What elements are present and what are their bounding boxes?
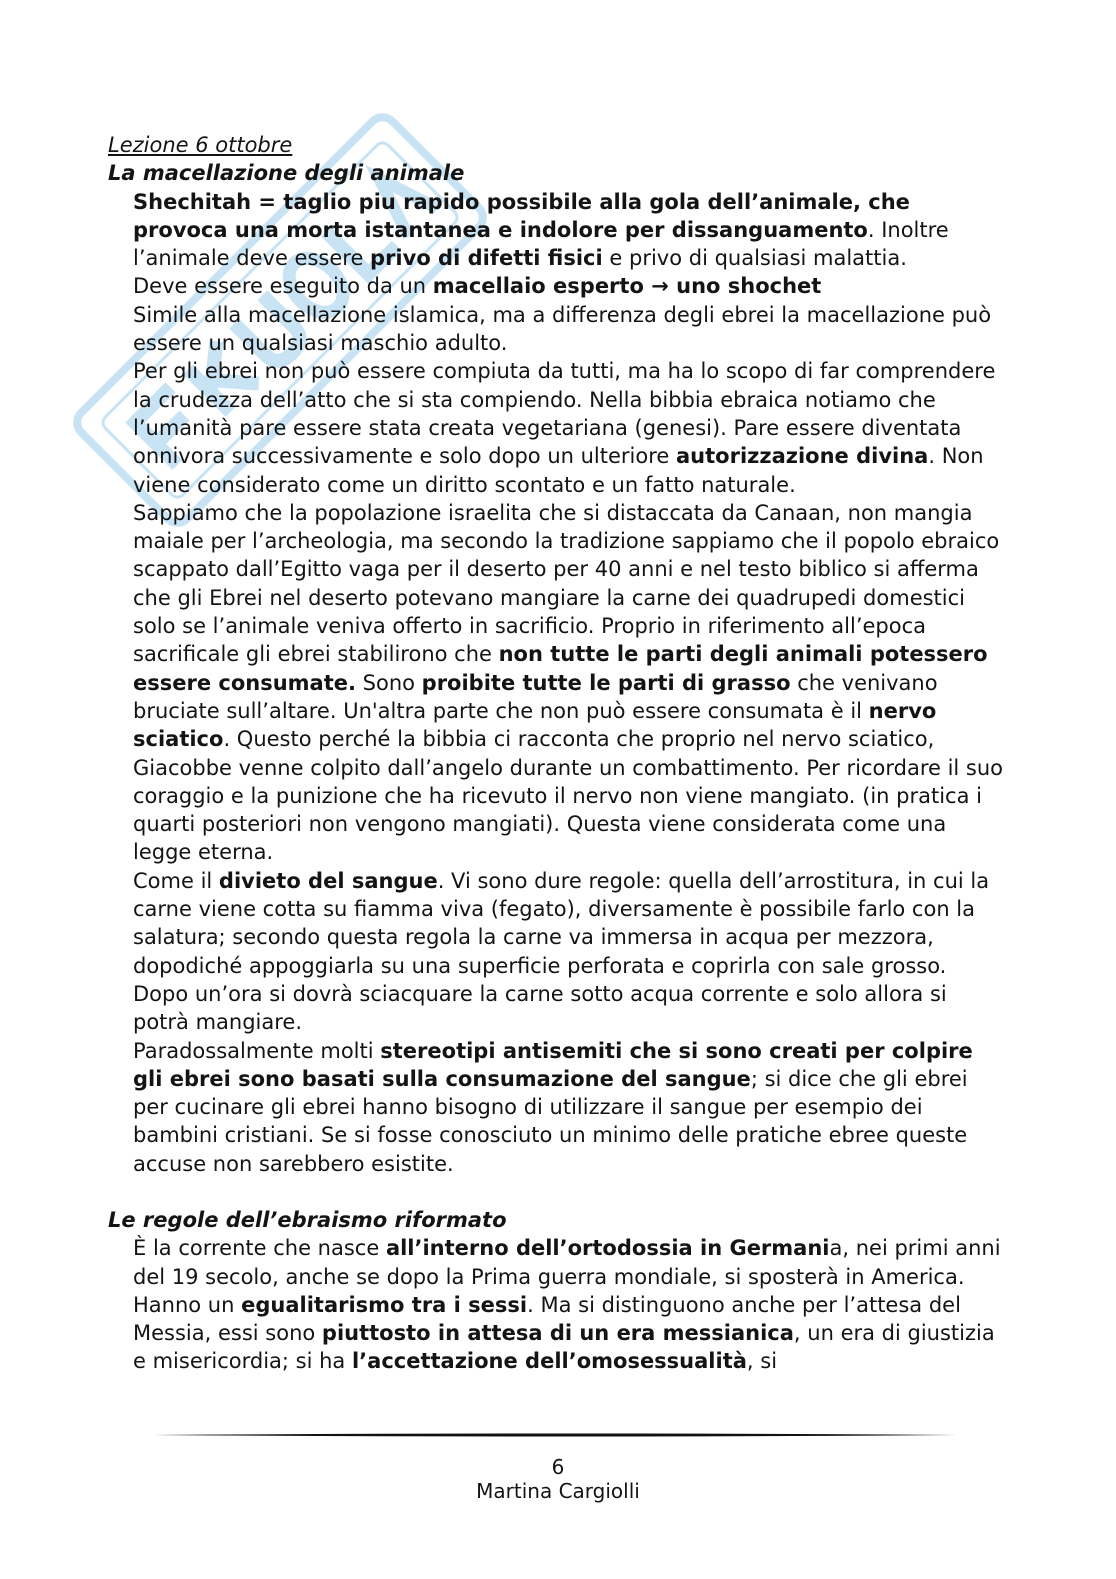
text-run: che venivano bruciate sull’altare. Un'altra parte che non può essere consumata è il <box>133 670 938 723</box>
paragraph <box>108 272 1008 300</box>
page-number: 6 <box>551 1455 565 1479</box>
text-run: ; si dice che gli ebrei per cucinare gli ebrei hanno bisogno di utilizzare il sangue per esempio dei bambini cristiani. Se si fosse conosciuto un minimo delle pratiche ebree queste accuse non sarebbero esistite. <box>133 1066 968 1176</box>
bold-text: Shechitah = taglio piu rapido possibile alla gola dell’animale, che provoca una morta istantanea e indolore per dissanguamento <box>133 189 910 242</box>
text-run: . Vi sono dure regole: quella dell’arrostitura, in cui la carne viene cotta su fiamma viva (fegato), diversamente è possibile farlo con la salatura; secondo questa regola la carne va immersa in acqua per mezzora, dopodiché appoggiarla su una superficie perforata e coprirla con sale grosso. Dopo un’ora si dovrà sciacquare la carne sotto acqua corrente e solo allora si potrà mangiare. <box>133 868 990 1035</box>
paragraph <box>108 188 1008 273</box>
bold-text: autorizzazione divina <box>676 444 929 469</box>
bold-text: egualitarismo tra i sessi <box>241 1292 528 1317</box>
bold-text: proibite tutte le parti di grasso <box>421 670 791 695</box>
text-run: . Ma si distinguono anche per l’attesa del Messia, essi sono <box>133 1292 961 1346</box>
paragraph <box>108 499 1008 867</box>
bold-text: non tutte le parti degli animali potessero essere consumate. <box>133 642 988 695</box>
paragraph <box>108 301 1008 358</box>
text-run: È la corrente che nasce <box>133 1236 386 1261</box>
bold-text: uno shochet <box>668 274 822 299</box>
paragraph <box>108 1037 1008 1178</box>
paragraph <box>108 1291 1008 1376</box>
bold-text: macellaio esperto <box>432 274 652 299</box>
text-run: Sappiamo che la popolazione israelita che si distaccata da Canaan, non mangia maiale per l’archeologia, ma secondo la tradizione sappiamo che il popolo ebraico scappato dall’Egitto vaga per il deserto per 40 anni e nel testo biblico si afferma che gli Ebrei nel deserto potevano mangiare la carne dei quadrupedi domestici solo se l’animale veniva offerto in sacrificio. Proprio in riferimento all’epoca sacrificale gli ebrei stabilirono che <box>133 500 1000 667</box>
bold-text: → <box>651 274 669 299</box>
bold-text: nervo sciatico <box>133 698 937 752</box>
paragraph <box>108 1234 1008 1291</box>
bold-text: privo di difetti fisici <box>370 246 603 271</box>
bold-text: piuttosto in attesa di un era messianica <box>321 1321 794 1346</box>
lesson-title: Lezione 6 ottobre <box>108 133 293 157</box>
section-title: Le regole dell’ebraismo riformato <box>108 1207 507 1232</box>
text-run: . Inoltre l’animale deve essere <box>133 217 949 271</box>
text-run: . Questo perché la bibbia ci racconta che proprio nel nervo sciatico, Giacobbe venne colpito dall’angelo durante un combattimento. Per ricordare il suo coraggio e la punizione che ha ricevuto il nervo non viene mangiato. (in pratica i quarti posteriori non vengono mangiati). Questa viene considerata come una legge eterna. <box>133 727 1004 865</box>
text-run: , un era di giustizia e misericordia; si ha <box>133 1321 995 1374</box>
page-content <box>108 131 1008 1376</box>
text-run: e privo di qualsiasi malattia. <box>602 246 907 271</box>
bold-text: all’interno dell’ortodossia in Germani <box>385 1236 830 1261</box>
text-run: . Non viene considerato come un diritto scontato e un fatto naturale. <box>133 444 984 497</box>
bold-text: l’accettazione dell’omosessualità <box>351 1349 747 1374</box>
paragraph <box>108 867 1008 1037</box>
text-run: Deve essere eseguito da un <box>133 274 433 299</box>
text-run: a, nei primi anni del 19 secolo, anche se dopo la Prima guerra mondiale, si sposterà in America. <box>133 1236 1001 1289</box>
text-run: , si <box>746 1349 778 1374</box>
section-title: La macellazione degli animale <box>108 161 465 186</box>
footer-divider <box>152 1432 957 1438</box>
section-gap <box>108 1178 1008 1206</box>
text-run: Simile alla macellazione islamica, ma a differenza degli ebrei la macellazione può essere un qualsiasi maschio adulto. <box>133 302 992 356</box>
bold-text: divieto del sangue <box>218 868 438 893</box>
text-run: Paradossalmente molti <box>133 1038 381 1063</box>
text-run: Come il <box>133 868 219 893</box>
footer-author: Martina Cargiolli <box>476 1479 640 1503</box>
text-run: Sono <box>355 670 422 695</box>
bold-text: stereotipi antisemiti che si sono creati per colpire gli ebrei sono basati sulla consumazione del sangue <box>133 1038 973 1091</box>
text-run: Hanno un <box>133 1292 242 1317</box>
paragraph <box>108 357 1008 498</box>
text-run: Per gli ebrei non può essere compiuta da tutti, ma ha lo scopo di far comprendere la crudezza dell’atto che si sta compiendo. Nella bibbia ebraica notiamo che l’umanità pare essere stata creata vegetariana (genesi). Pare essere diventata onnivora successivamente e solo dopo un ulteriore <box>133 359 996 469</box>
